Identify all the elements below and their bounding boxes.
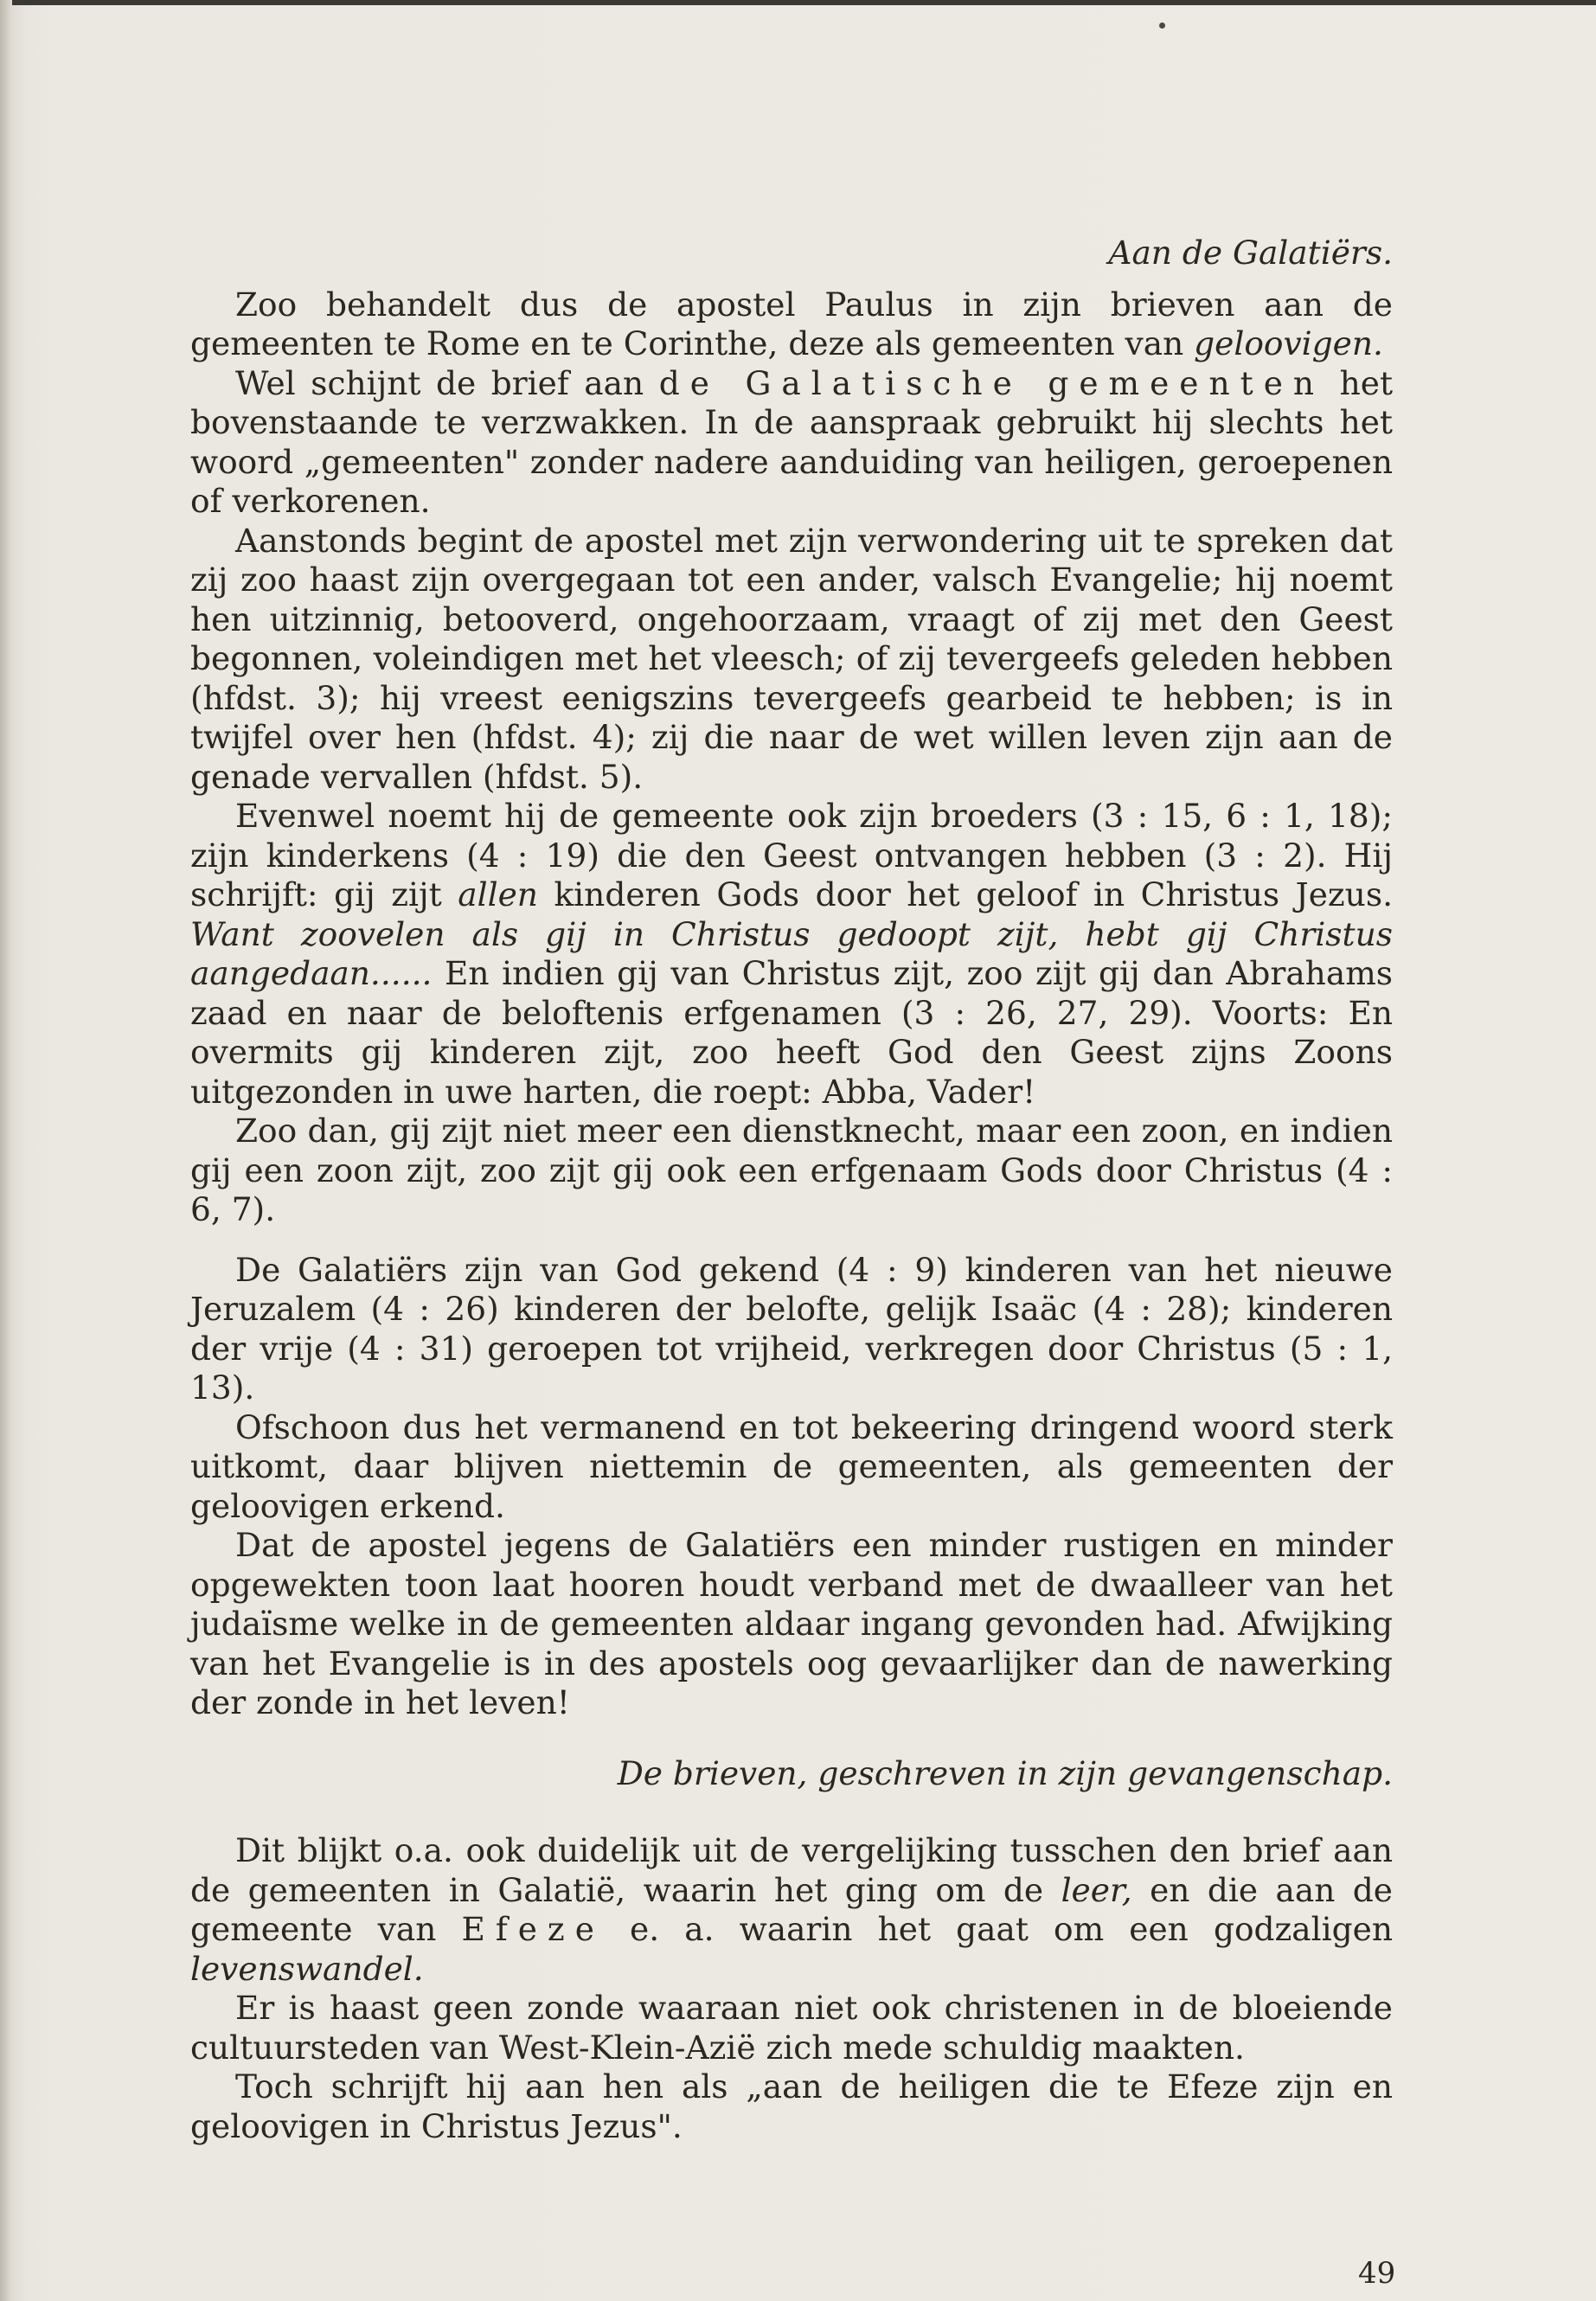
spaced-emphasis: de Galatische gemeenten [658, 363, 1325, 402]
emphasis: leer, [1061, 1870, 1132, 1909]
body-text [190, 234, 1393, 2146]
text-run: Zoo behandelt dus de apostel Paulus in zijn brieven aan de gemeenten te Rome en te Corinthe, deze als gemeenten van [190, 285, 1393, 362]
paragraph [190, 285, 1393, 364]
page-binding-shadow [0, 0, 12, 2301]
paragraph [190, 797, 1393, 1112]
paragraph: Er is haast geen zonde waaraan niet ook christenen in de bloeiende cultuursteden van West-Klein-Azië zich mede schuldig maakten. [190, 1989, 1393, 2067]
emphasis: allen [458, 875, 538, 913]
page-top-edge [0, 0, 1596, 5]
text-run: e. a. waarin het gaat om een godzaligen [604, 1910, 1393, 1948]
paragraph: De Galatiërs zijn van God gekend (4 : 9) kinderen van het nieuwe Jeruzalem (4 : 26) kinderen der belofte, gelijk Isaäc (4 : 28); kinderen der vrije (4 : 31) geroepen tot vrijheid, verkregen door Christus (5 : 1, 13). [190, 1250, 1393, 1407]
paragraph [190, 1831, 1393, 1989]
page-number: 49 [1358, 2256, 1396, 2291]
paragraph [190, 364, 1393, 522]
paragraph: Dat de apostel jegens de Galatiërs een minder rustigen en minder opgewekten toon laat hooren houdt verband met de dwaalleer van het judaïsme welke in de gemeenten aldaar ingang gevonden had. Afwijking van het Evangelie is in des apostels oog gevaarlijker dan de nawerking der zonde in het leven! [190, 1526, 1393, 1721]
paragraph: Ofschoon dus het vermanend en tot bekeering dringend woord sterk uitkomt, daar blijven niettemin de gemeenten, als gemeenten der geloovigen erkend. [190, 1407, 1393, 1525]
text-run: kinderen Gods door het geloof in Christus Jezus. [537, 875, 1393, 913]
emphasis: levenswandel. [190, 1949, 424, 1988]
text-run: en die aan de gemeente van [190, 1870, 1393, 1948]
emphasis: Want zoovelen als gij in Christus gedoopt zijt, hebt gij Christus aangedaan...... [190, 914, 1393, 992]
text-run: Wel schijnt de brief aan [235, 363, 659, 402]
text-run: het bovenstaande te verzwakken. In de aanspraak gebruikt hij slechts het woord „gemeenten" zonder nadere aanduiding van heiligen, geroepenen of verkorenen. [190, 363, 1394, 520]
ink-speck [1159, 22, 1165, 29]
text-run: En indien gij van Christus zijt, zoo zijt gij dan Abrahams zaad en naar de beloftenis erfgenamen (3 : 26, 27, 29). Voorts: En overmits gij kinderen zijt, zoo heeft God den Geest zijns Zoons uitgezonden in uwe harten, die roept: Abba, Vader! [190, 954, 1393, 1111]
section-title-captivity-letters: De brieven, geschreven in zijn gevangenschap. [617, 1753, 1393, 1792]
paragraph: Toch schrijft hij aan hen als „aan de heiligen die te Efeze zijn en geloovigen in Christus Jezus". [190, 2067, 1393, 2145]
paragraph: Zoo dan, gij zijt niet meer een dienstknecht, maar een zoon, en indien gij een zoon zijt, zoo zijt gij ook een erfgenaam Gods door Christus (4 : 6, 7). [190, 1112, 1393, 1228]
emphasis: geloovigen. [1194, 324, 1383, 362]
text-run: Evenwel noemt hij de gemeente ook zijn broeders (3 : 15, 6 : 1, 18); zijn kinderkens (4 : 19) die den Geest ontvangen hebben (3 : 2). Hij schrijft: gij zijt [190, 797, 1393, 913]
section-title-galatians: Aan de Galatiërs. [1108, 234, 1393, 272]
spaced-emphasis: Efeze [461, 1910, 605, 1948]
text-run: Dit blijkt o.a. ook duidelijk uit de vergelijking tusschen den brief aan de gemeenten in Galatië, waarin het ging om de [190, 1831, 1393, 1909]
paragraph: Aanstonds begint de apostel met zijn verwondering uit te spreken dat zij zoo haast zijn overgegaan tot een ander, valsch Evangelie; hij noemt hen uitzinnig, betooverd, ongehoorzaam, vraagt of zij met den Geest begonnen, voleindigen met het vleesch; of zij tevergeefs geleden hebben (hfdst. 3); hij vreest eenigszins tevergeefs gearbeid te hebben; is in twijfel over hen (hfdst. 4); zij die naar de wet willen leven zijn aan de genade vervallen (hfdst. 5). [190, 521, 1393, 796]
